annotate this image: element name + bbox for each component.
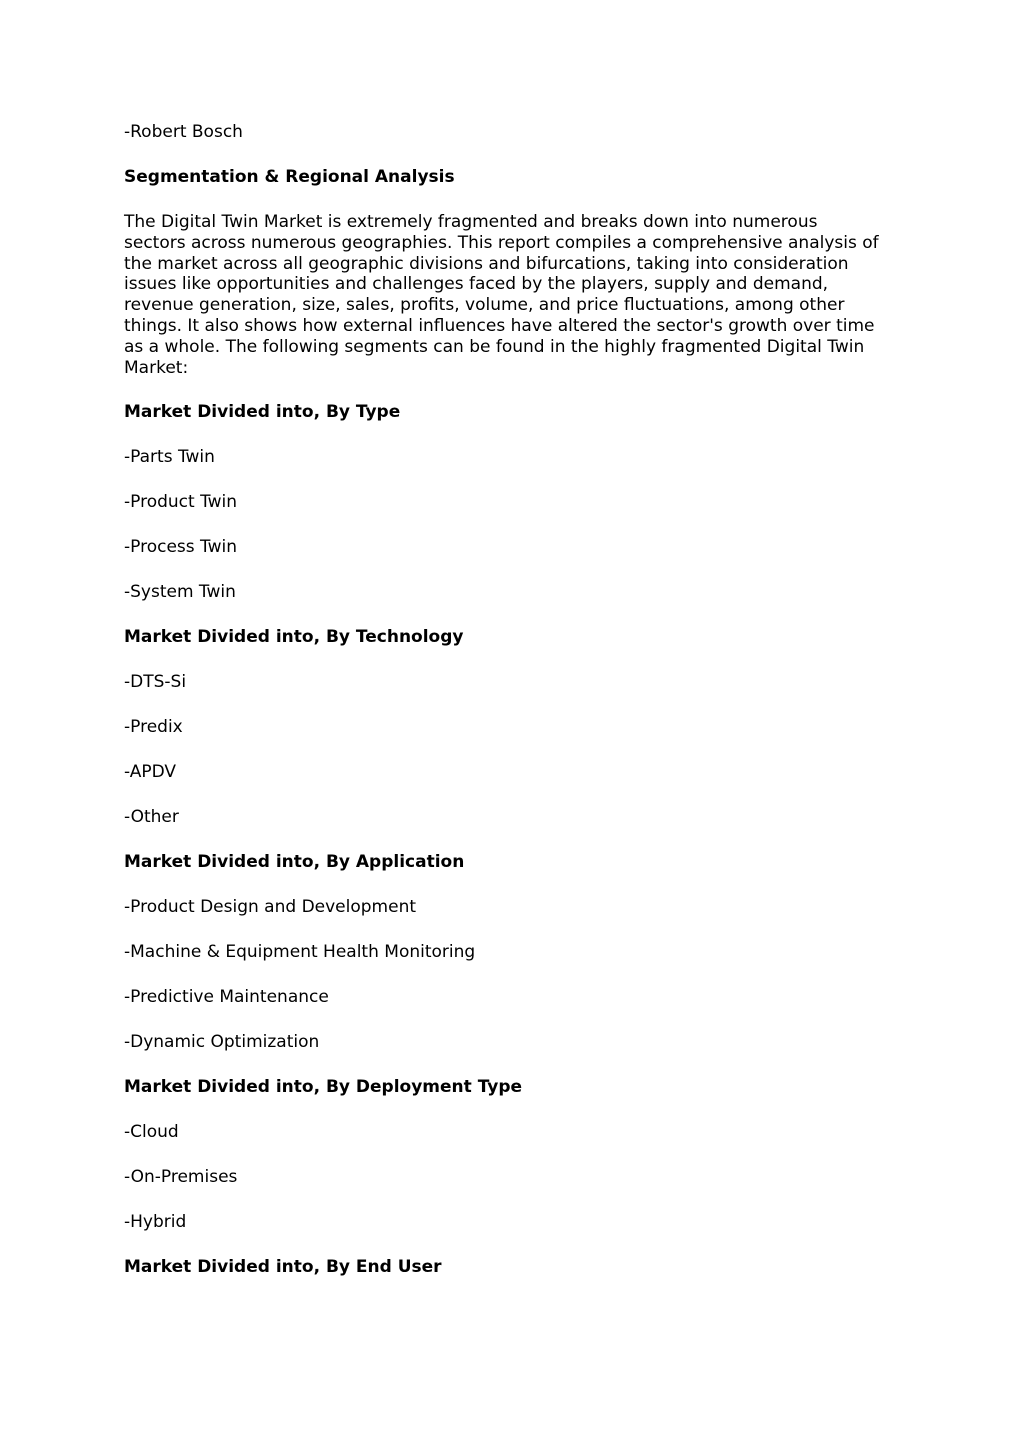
list-item: -Hybrid: [124, 1212, 187, 1233]
paragraph-line: revenue generation, size, sales, profits, volume, and price fluctuations, among other: [124, 295, 845, 316]
description-paragraph: [124, 212, 899, 378]
by-application-heading: Market Divided into, By Application: [124, 852, 465, 873]
list-item: -DTS-Si: [124, 672, 187, 693]
by-type-heading: Market Divided into, By Type: [124, 402, 401, 423]
list-item: -Machine & Equipment Health Monitoring: [124, 942, 476, 963]
paragraph-line: sectors across numerous geographies. This report compiles a comprehensive analysis of: [124, 232, 879, 253]
list-item: -APDV: [124, 762, 177, 783]
paragraph-line: The Digital Twin Market is extremely fragmented and breaks down into numerous: [124, 212, 818, 232]
list-item: -Product Design and Development: [124, 897, 417, 918]
list-item: -Cloud: [124, 1122, 179, 1143]
paragraph-line: things. It also shows how external influences have altered the sector's growth over time: [124, 315, 875, 336]
list-item: -Other: [124, 807, 179, 828]
paragraph-line: issues like opportunities and challenges faced by the players, supply and demand,: [124, 274, 829, 295]
list-item: -Product Twin: [124, 492, 238, 513]
by-deployment-heading: Market Divided into, By Deployment Type: [124, 1077, 523, 1098]
list-item: -On-Premises: [124, 1167, 238, 1188]
section-heading: Segmentation & Regional Analysis: [124, 167, 455, 187]
document-page: [124, 122, 899, 1302]
intro-list-item: -Robert Bosch: [124, 122, 243, 142]
by-technology-heading: Market Divided into, By Technology: [124, 627, 464, 648]
list-item: -Predix: [124, 717, 183, 738]
list-item: -Predictive Maintenance: [124, 987, 329, 1008]
list-item: -Process Twin: [124, 537, 237, 558]
list-item: -Dynamic Optimization: [124, 1032, 320, 1053]
list-item: -System Twin: [124, 582, 236, 603]
list-item: -Parts Twin: [124, 447, 215, 468]
paragraph-line: as a whole. The following segments can be found in the highly fragmented Digital Twin: [124, 336, 865, 357]
by-end-user-heading: Market Divided into, By End User: [124, 1257, 442, 1278]
paragraph-line: the market across all geographic divisions and bifurcations, taking into consideration: [124, 253, 849, 274]
paragraph-line: Market:: [124, 357, 189, 378]
